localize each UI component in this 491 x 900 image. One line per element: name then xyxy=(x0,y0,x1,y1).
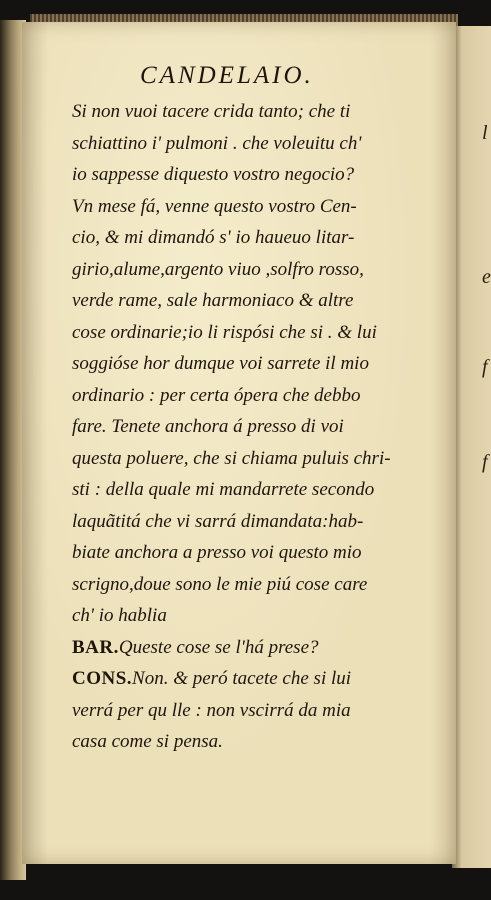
text-line: soggióse hor dumque voi sarrete il mio xyxy=(72,353,369,374)
text-line: fare. Tenete anchora á presso di voi xyxy=(72,416,344,437)
speaker-name-bar: BAR. xyxy=(72,636,119,658)
text-line: sti : della quale mi mandarrete secondo xyxy=(72,479,375,500)
text-line: verde rame, sale harmoniaco & altre xyxy=(72,290,354,311)
text-line: cose ordinarie;io li rispósi che si . & lui xyxy=(72,321,377,343)
text-line: schiattino i' pulmoni . che voleuitu ch' xyxy=(72,132,362,154)
text-line: ch' io hablia xyxy=(72,605,167,626)
facing-page-edge: l e f f xyxy=(452,26,491,868)
page-body xyxy=(72,96,432,758)
text-line: biate anchora a presso voi questo mio xyxy=(72,542,362,563)
speech-cons xyxy=(72,663,432,695)
text-line: Vn mese fá, venne questo vostro Cen- xyxy=(72,195,357,217)
text-line: ordinario : per certa ópera che debbo xyxy=(72,384,361,406)
speech-text: Queste cose se l'há prese? xyxy=(118,636,319,658)
text-line: io sappesse diquesto vostro negocio? xyxy=(72,164,355,185)
text-line: casa come si pensa. xyxy=(72,731,223,752)
text-line: Si non vuoi tacere crida tanto; che ti xyxy=(72,101,351,122)
speaker-name-cons: CONS. xyxy=(72,668,133,689)
speech-text: Non. & peró tacete che si lui xyxy=(132,668,352,689)
text-line: girio,alume,argento viuo ,solfro rosso, xyxy=(72,258,364,280)
text-line: verrá per qu lle : non vscirrá da mia xyxy=(72,699,351,721)
running-header: CANDELAIO. xyxy=(140,62,314,89)
text-line: laquãtitá che vi sarrá dimandata:hab- xyxy=(72,510,364,532)
speech-bar xyxy=(72,632,432,664)
text-line: questa poluere, che si chiama puluis chri- xyxy=(72,447,391,469)
text-line: cio, & mi dimandó s' io haueuo litar- xyxy=(72,227,355,248)
text-line: scrigno,doue sono le mie piú cose care xyxy=(72,573,368,595)
